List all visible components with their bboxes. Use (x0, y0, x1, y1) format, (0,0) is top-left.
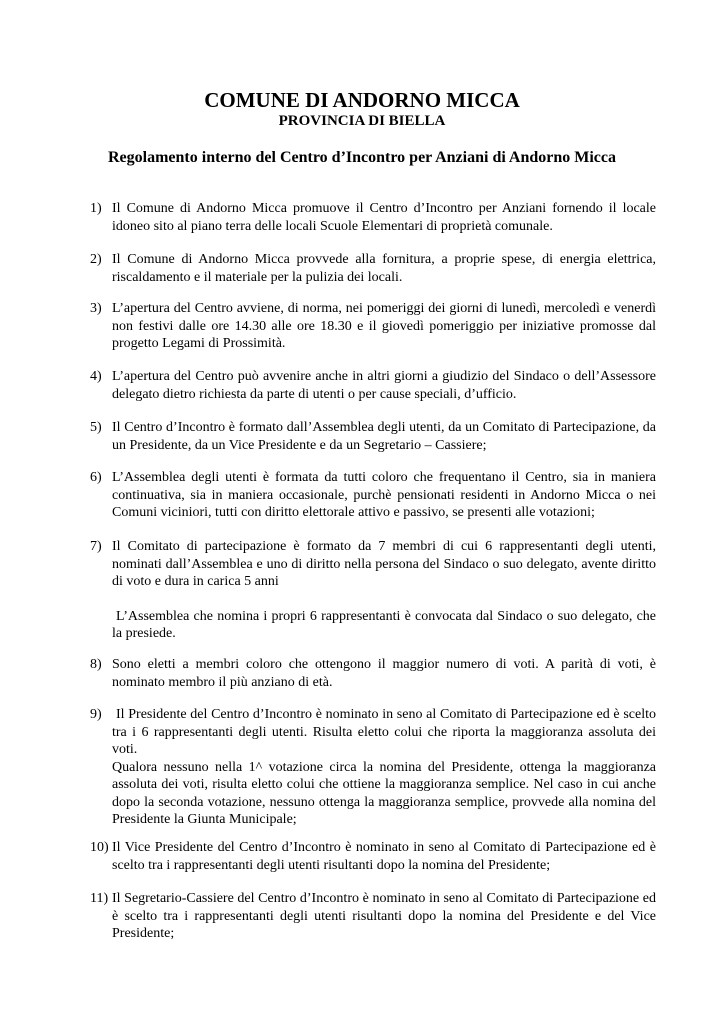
page-title: COMUNE DI ANDORNO MICCA (204, 88, 520, 112)
item-number: 3) (90, 301, 102, 316)
item-text: Il Vice Presidente del Centro d’Incontro è nominato in seno al Comitato di Partecipazione ed è scelto tra i rappresentanti degli utenti risultanti dopo la nomina del Presidente; (112, 840, 656, 873)
item-number: 6) (90, 470, 102, 485)
item-text: L’apertura del Centro avviene, di norma, nei pomeriggi dei giorni di lunedì, mercoledì e venerdì non festivi dalle ore 14.30 alle ore 18.30 e il giovedì pomeriggio per iniziative promosse dal progetto Legami di Prossimità. (112, 301, 656, 351)
item-paragraph: Il Comitato di partecipazione è formato da 7 membri di cui 6 rappresentanti degli utenti, nominati dall’Assemblea e uno di diritto nella persona del Sindaco o suo delegato, avente diritto di voto e dura in carica 5 anni (112, 539, 656, 589)
item-text: L’Assemblea degli utenti è formata da tutti coloro che frequentano il Centro, sia in maniera continuativa, sia in maniera occasionale, purchè pensionati residenti in Andorno Micca o nei Comuni viciniori, tutti con diritto elettorale attivo e passivo, se presenti alle votazioni; (112, 470, 656, 520)
document-heading: Regolamento interno del Centro d’Incontro per Anziani di Andorno Micca (108, 149, 616, 166)
item-number: 10) (90, 840, 109, 855)
item-text: Il Comune di Andorno Micca provvede alla fornitura, a proprie spese, di energia elettrica, riscaldamento e il materiale per la pulizia dei locali. (112, 252, 656, 285)
item-text: Il Segretario-Cassiere del Centro d’Incontro è nominato in seno al Comitato di Partecipazione ed è scelto tra i rappresentanti degli utenti risultanti dopo la nomina del Presidente e del Vice Presidente; (112, 891, 656, 941)
item-number: 7) (90, 539, 102, 554)
item-text (112, 706, 656, 829)
page-subtitle: PROVINCIA DI BIELLA (278, 113, 446, 129)
item-number: 9) (90, 707, 102, 722)
item-paragraph: Qualora nessuno nella 1^ votazione circa la nomina del Presidente, ottenga la maggioranza assoluta dei voti, risulta eletto colui che ottiene la maggioranza semplice. Nel caso in cui anche dopo la seconda votazione, nessuno ottenga la maggioranza semplice, provvede alla nomina del Presidente la Giunta Municipale; (112, 759, 656, 827)
item-number: 2) (90, 252, 102, 267)
item-text: L’apertura del Centro può avvenire anche in altri giorni a giudizio del Sindaco o dell’Assessore delegato dietro richiesta da parte di utenti o per cause speciali, d’ufficio. (112, 369, 656, 402)
item-text (112, 538, 656, 643)
item-text: Il Comune di Andorno Micca promuove il Centro d’Incontro per Anziani fornendo il locale idoneo sito al piano terra delle locali Scuole Elementari di proprietà comunale. (112, 201, 656, 234)
item-number: 8) (90, 657, 102, 672)
item-text: Sono eletti a membri coloro che ottengono il maggior numero di voti. A parità di voti, è nominato membro il più anziano di età. (112, 657, 656, 690)
item-number: 5) (90, 420, 102, 435)
item-number: 11) (90, 891, 109, 906)
item-number: 1) (90, 201, 102, 216)
item-paragraph: L’Assemblea che nomina i propri 6 rappresentanti è convocata dal Sindaco o suo delegato, che la presiede. (112, 608, 656, 641)
item-paragraph: Il Presidente del Centro d’Incontro è nominato in seno al Comitato di Partecipazione ed è scelto tra i 6 rappresentanti degli utenti. Risulta eletto colui che riporta la maggioranza assoluta dei voti. (112, 707, 656, 757)
item-text: Il Centro d’Incontro è formato dall’Assemblea degli utenti, da un Comitato di Partecipazione, da un Presidente, da un Vice Presidente e da un Segretario – Cassiere; (112, 420, 656, 453)
item-number: 4) (90, 369, 102, 384)
